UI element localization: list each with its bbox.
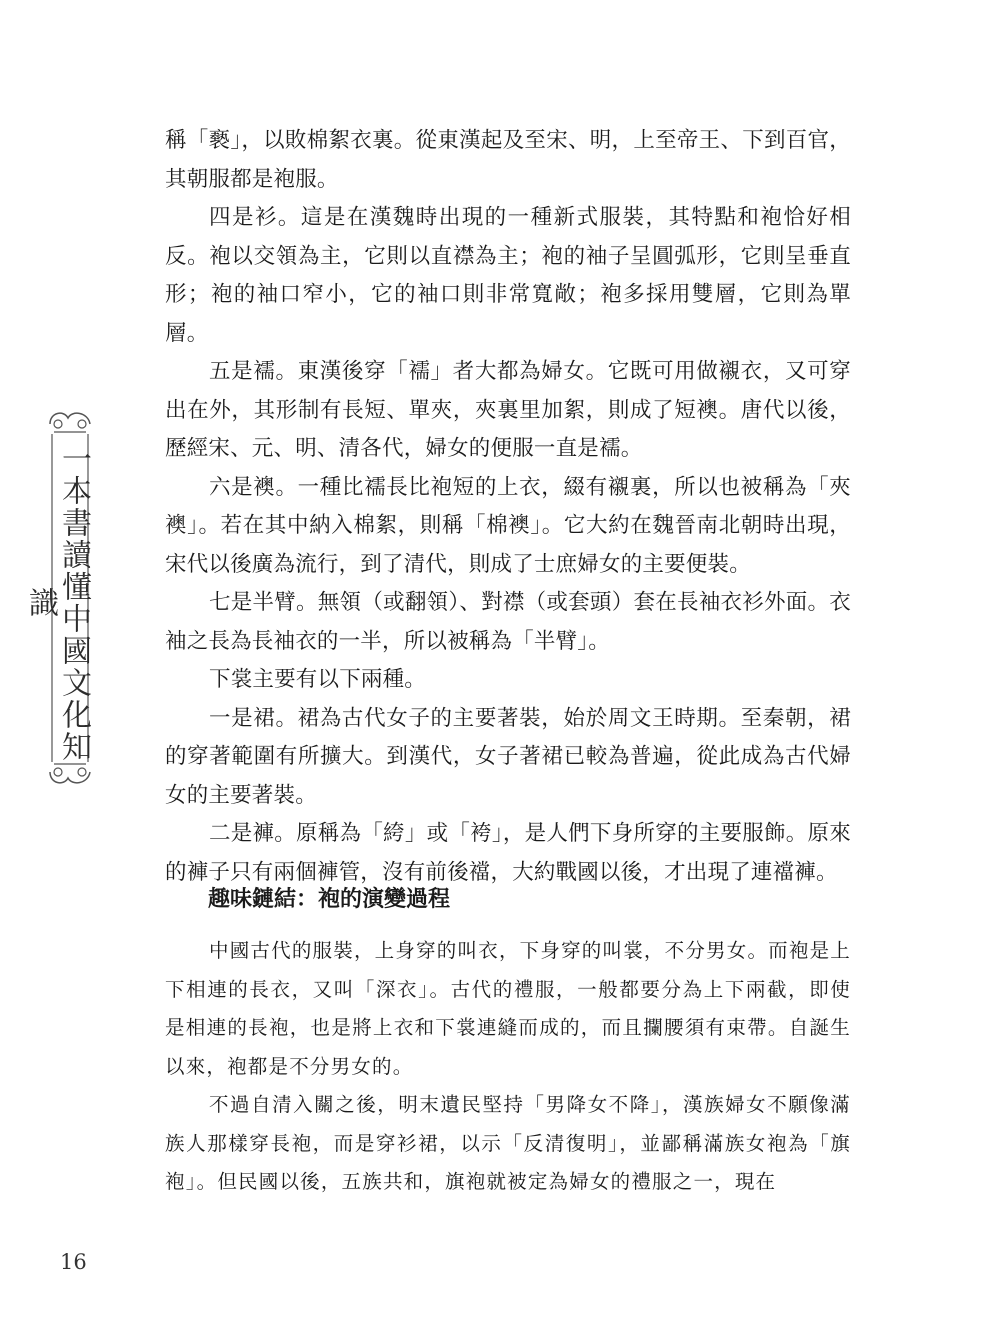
paragraph: 五是襦。東漢後穿「襦」者大都為婦女。它既可用做襯衣，又可穿出在外，其形制有長短、單夾，夾裏里加絮，則成了短襖。唐代以後，歷經宋、元、明、清各代，婦女的便服一直是襦。: [165, 359, 851, 461]
paragraph: 七是半臂。無領（或翻領）、對襟（或套頭）套在長袖衣衫外面。衣袖之長為長袖衣的一半，所以被稱為「半臂」。: [165, 590, 851, 654]
paragraph: 六是襖。一種比襦長比袍短的上衣，綴有襯裏，所以也被稱為「夾襖」。若在其中納入棉絮，則稱「棉襖」。它大約在魏晉南北朝時出現，宋代以後廣為流行，到了清代，則成了士庶婦女的主要便裝。: [165, 474, 851, 577]
page-number: 16: [60, 1250, 87, 1274]
box-paragraph: 中國古代的服裝，上身穿的叫衣，下身穿的叫裳，不分男女。而袍是上下相連的長衣，又叫「深衣」。古代的禮服，一般都要分為上下兩截，即使是相連的長袍，也是將上衣和下裳連縫而成的，而且攔腰須有束帶。自誕生以來，袍都是不分男女的。: [165, 939, 851, 1078]
sidebar-box-title: 趣味鏈結：袍的演變過程: [208, 887, 451, 912]
paragraph: 四是衫。這是在漢魏時出現的一種新式服裝，其特點和袍恰好相反。袍以交領為主，它則以直襟為主；袍的袖子呈圓弧形，它則呈垂直形；袍的袖口窄小，它的袖口則非常寬敞；袍多採用雙層，它則為單層。: [165, 205, 851, 346]
paragraph: 下裳主要有以下兩種。: [209, 667, 427, 692]
paragraph: 稱「褻」，以敗棉絮衣裏。從東漢起及至宋、明，上至帝王、下到百官，其朝服都是袍服。: [165, 128, 851, 192]
book-title-vertical: 一本書讀懂中國文化知識: [23, 443, 91, 763]
paragraph: 一是裙。裙為古代女子的主要著裝，始於周文王時期。至秦朝，裙的穿著範圍有所擴大。到漢代，女子著裙已較為普遍，從此成為古代婦女的主要著裝。: [165, 705, 851, 808]
main-text: [165, 122, 851, 892]
box-paragraph: 不過自清入關之後，明末遺民堅持「男降女不降」，漢族婦女不願像滿族人那樣穿長袍，而是穿衫裙，以示「反清復明」，並鄙稱滿族女袍為「旗袍」。但民國以後，五族共和，旗袍就被定為婦女的禮服之一，現在: [165, 1093, 851, 1193]
sidebar-box-text: [165, 932, 851, 1202]
paragraph: 二是褲。原稱為「絝」或「袴」，是人們下身所穿的主要服飾。原來的褲子只有兩個褲管，沒有前後襠，大約戰國以後，才出現了連襠褲。: [165, 821, 851, 885]
